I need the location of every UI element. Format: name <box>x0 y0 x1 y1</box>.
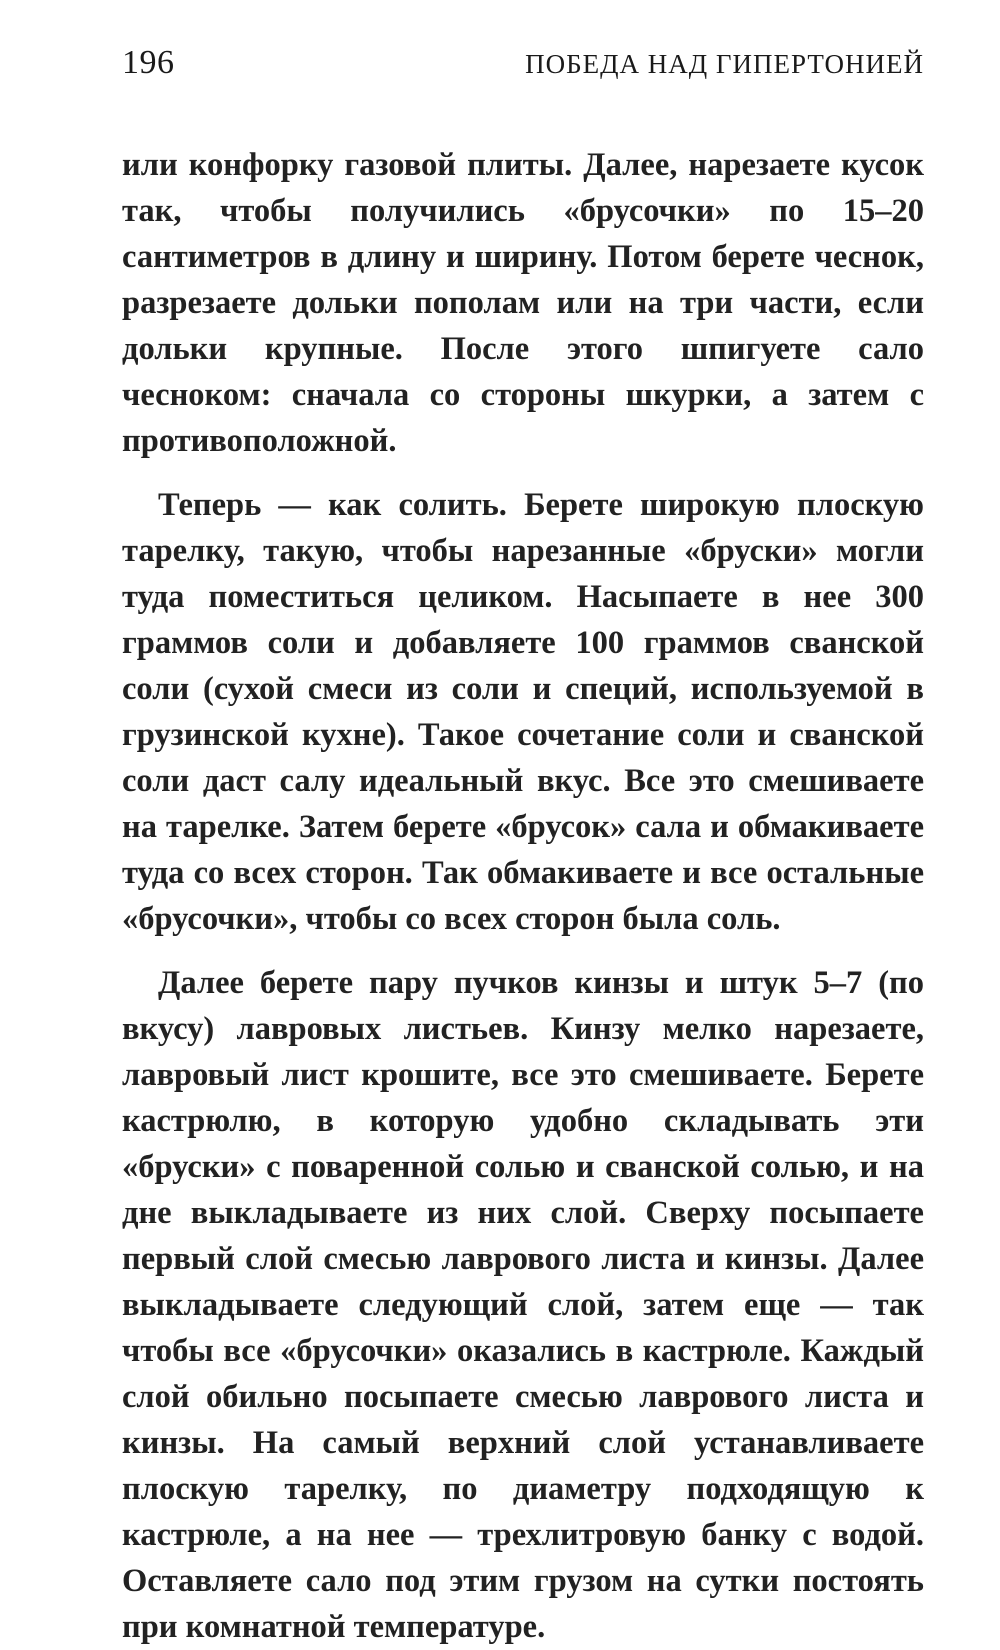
page-number: 196 <box>122 44 175 81</box>
paragraph: или конфорку газовой плиты. Далее, нарезаете кусок так, чтобы получились «брусочки» по 15–20 сантиметров в длину и ширину. Потом берете чеснок, разрезаете дольки пополам или на три части, если дольки крупные. После этого шпигуете сало чесноком: сначала со стороны шкурки, а затем с противоположной. <box>122 147 924 459</box>
paragraph: Далее берете пару пучков кинзы и штук 5–7 (по вкусу) лавровых листьев. Кинзу мелко нарезаете, лавровый лист крошите, все это смешиваете. Берете кастрюлю, в которую удобно складывать эти «бруски» с поваренной солью и сванской солью, и на дне выкладываете из них слой. Сверху посыпаете первый слой смесью лаврового листа и кинзы. Далее выкладываете следующий слой, затем еще — так чтобы все «брусочки» оказались в кастрюле. Каждый слой обильно посыпаете смесью лаврового листа и кинзы. На самый верхний слой устанавливаете плоскую тарелку, по диаметру подходящую к кастрюле, а на нее — трехлитровую банку с водой. Оставляете сало под этим грузом на сутки постоять при комнатной температуре. <box>122 965 924 1645</box>
paragraph: Теперь — как солить. Берете широкую плоскую тарелку, такую, чтобы нарезанные «бруски» могли туда поместиться целиком. Насыпаете в нее 300 граммов соли и добавляете 100 граммов сванской соли (сухой смеси из соли и специй, используемой в грузинской кухне). Такое сочетание соли и сванской соли даст салу идеальный вкус. Все это смешиваете на тарелке. Затем берете «брусок» сала и обмакиваете туда со всех сторон. Так обмакиваете и все остальные «брусочки», чтобы со всех сторон была соль. <box>122 487 924 937</box>
body-text <box>122 142 924 1650</box>
book-title: ПОБЕДА НАД ГИПЕРТОНИЕЙ <box>525 49 924 79</box>
running-head <box>122 44 924 106</box>
